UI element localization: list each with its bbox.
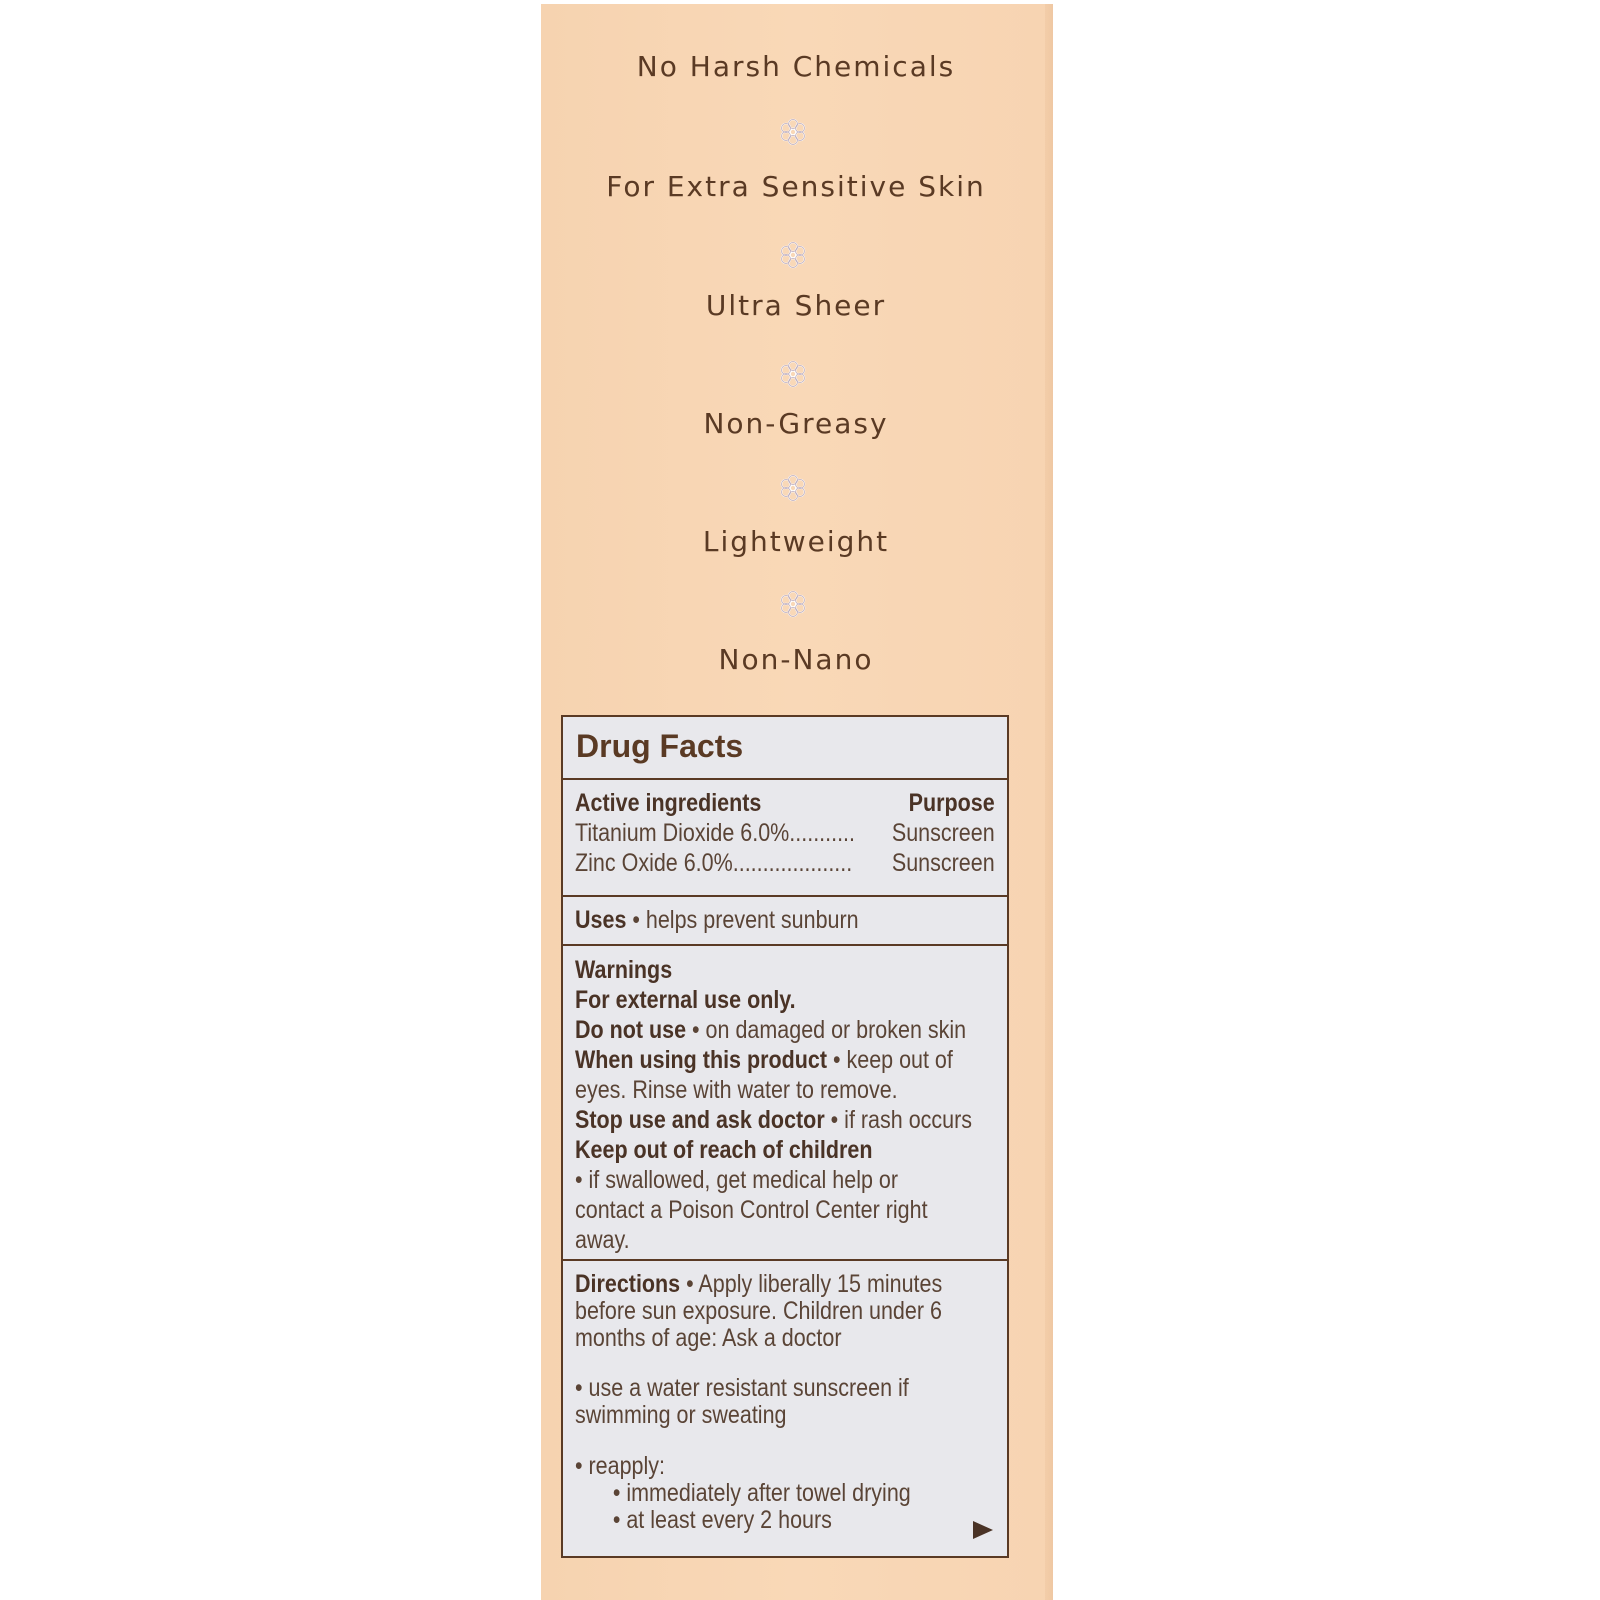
feature-lightweight: Lightweight: [702, 525, 890, 558]
directions-text: months of age: Ask a doctor: [575, 1324, 842, 1352]
external-use-line: For external use only.: [575, 986, 796, 1014]
when-using-line: [575, 1045, 995, 1075]
when-using-continued: eyes. Rinse with water to remove.: [575, 1076, 898, 1104]
divider: [563, 944, 1007, 946]
divider: [563, 1259, 1007, 1261]
when-using-text: • keep out of: [827, 1046, 953, 1074]
divider: [563, 895, 1007, 897]
leader-dots: ...........: [789, 819, 856, 847]
active-ingredients-label: Active ingredients: [575, 789, 762, 817]
ingredient-name: Zinc Oxide 6.0%: [575, 849, 733, 877]
uses-label: Uses: [575, 906, 627, 934]
flower-icon: [778, 589, 808, 619]
stop-use-label: Stop use and ask doctor: [575, 1106, 825, 1134]
directions-section: [563, 1271, 1007, 1534]
flower-icon: [778, 117, 808, 147]
feature-ultra-sheer: Ultra Sheer: [705, 289, 887, 322]
drug-facts-title: Drug Facts: [576, 728, 744, 764]
feature-no-harsh-chemicals: No Harsh Chemicals: [636, 50, 956, 83]
divider: [563, 778, 1007, 780]
feature-extra-sensitive-skin: For Extra Sensitive Skin: [606, 170, 986, 203]
reapply-text: • reapply:: [575, 1452, 665, 1480]
ingredient-purpose: Sunscreen: [891, 819, 995, 847]
reapply-item: • immediately after towel drying: [612, 1479, 911, 1507]
keep-out-text: • if swallowed, get medical help or: [575, 1166, 899, 1194]
water-resistant-text: swimming or sweating: [575, 1401, 787, 1429]
directions-line: [575, 1271, 995, 1298]
directions-text: before sun exposure. Children under 6: [575, 1297, 942, 1325]
reapply-item: • at least every 2 hours: [612, 1506, 832, 1534]
box-fold-edge: [1045, 4, 1053, 1600]
continue-arrow-icon: [973, 1521, 993, 1539]
flower-icon: [778, 473, 808, 503]
uses-text: • helps prevent sunburn: [626, 906, 859, 934]
ingredient-row: [575, 848, 995, 878]
uses-line: [575, 905, 995, 935]
stop-use-line: [575, 1105, 995, 1135]
ingredient-name: Titanium Dioxide 6.0%: [575, 819, 790, 847]
active-ingredients-header: [575, 788, 995, 818]
flower-icon: [778, 240, 808, 270]
warnings-heading: Warnings: [575, 956, 673, 984]
flower-icon: [778, 359, 808, 389]
feature-non-nano: Non-Nano: [718, 643, 874, 676]
do-not-use-label: Do not use: [575, 1016, 687, 1044]
directions-text: • Apply liberally 15 minutes: [680, 1270, 943, 1298]
active-ingredients-section: [563, 788, 1007, 878]
ingredient-purpose: Sunscreen: [891, 849, 995, 877]
leader-dots: ....................: [732, 849, 853, 877]
keep-out-text: away.: [575, 1226, 630, 1254]
when-using-label: When using this product: [575, 1046, 828, 1074]
ingredient-row: [575, 818, 995, 848]
do-not-use-line: [575, 1015, 995, 1045]
warnings-section: [563, 955, 1007, 1255]
purpose-label: Purpose: [908, 789, 995, 817]
water-resistant-text: • use a water resistant sunscreen if: [575, 1374, 909, 1402]
keep-out-label: Keep out of reach of children: [575, 1136, 873, 1164]
directions-label: Directions: [575, 1270, 681, 1298]
keep-out-text: contact a Poison Control Center right: [575, 1196, 928, 1224]
uses-section: [563, 905, 1007, 935]
drug-facts-panel: [561, 715, 1009, 1558]
stop-use-text: • if rash occurs: [824, 1106, 973, 1134]
feature-non-greasy: Non-Greasy: [703, 407, 889, 440]
do-not-use-text: • on damaged or broken skin: [686, 1016, 967, 1044]
